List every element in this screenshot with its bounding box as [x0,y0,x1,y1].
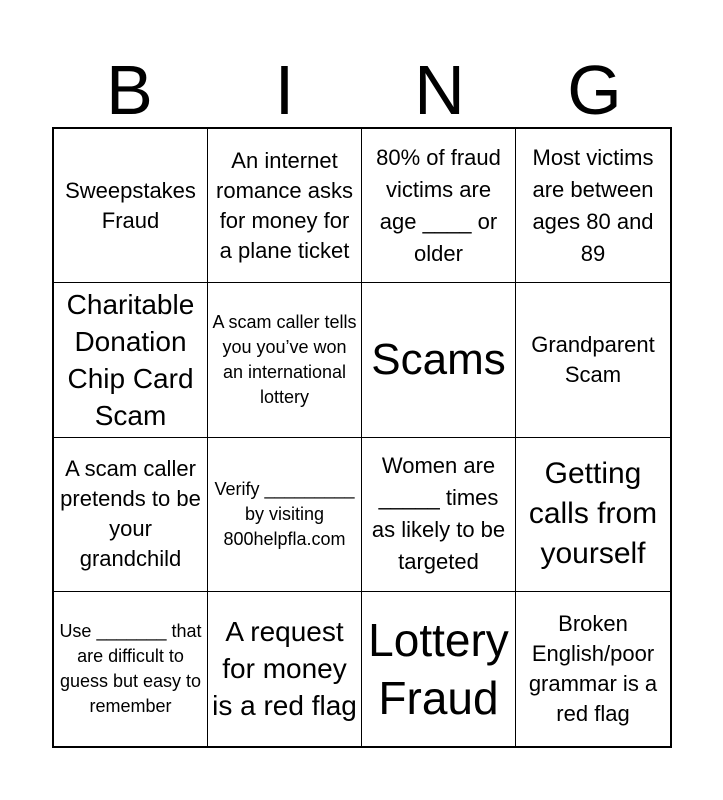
bingo-cell[interactable] [516,438,670,592]
cell-text: Verify _________ by visiting 800helpfla.com [214,478,355,549]
bingo-cell[interactable] [516,129,670,283]
cell-text: Sweepstakes Fraud [65,177,196,233]
bingo-cell[interactable] [208,592,362,746]
cell-text: Women are _____ times as likely to be targeted [371,453,506,575]
bingo-cell[interactable] [54,438,208,592]
header-letter-n: N [414,51,465,129]
cell-text: 80% of fraud victims are age ____ or older [376,144,501,266]
bingo-cell[interactable] [362,283,516,437]
cell-text: A scam caller pretends to be your grandchild [60,456,201,572]
bingo-cell[interactable] [208,283,362,437]
cell-text: Use _______ that are difficult to guess but easy to remember [59,620,202,716]
bingo-cell[interactable] [54,129,208,283]
bingo-cell[interactable] [362,438,516,592]
bingo-board [52,127,672,748]
cell-text: An internet romance asks for money for a plane ticket [216,147,353,263]
bingo-cell[interactable] [208,129,362,283]
cell-text: Lottery Fraud [368,613,509,724]
bingo-cell[interactable] [516,283,670,437]
cell-text: Most victims are between ages 80 and 89 [532,144,654,266]
bingo-cell[interactable] [54,592,208,746]
bingo-header [52,52,672,128]
bingo-cell[interactable] [516,592,670,746]
header-letter-g: G [567,51,622,129]
bingo-cell[interactable] [362,592,516,746]
cell-text: Charitable Donation Chip Card Scam [66,288,195,431]
header-letter-b: B [106,51,153,129]
bingo-cell[interactable] [54,283,208,437]
cell-text: Getting calls from yourself [528,457,658,571]
header-letter-i: I [274,51,295,129]
cell-text: A request for money is a red flag [212,616,357,722]
cell-text: Broken English/poor grammar is a red flag [528,610,658,726]
cell-text: Grandparent Scam [531,331,655,387]
bingo-cell[interactable] [208,438,362,592]
cell-text: Scams [371,334,506,384]
cell-text: A scam caller tells you you’ve won an international lottery [212,311,357,407]
bingo-cell[interactable] [362,129,516,283]
